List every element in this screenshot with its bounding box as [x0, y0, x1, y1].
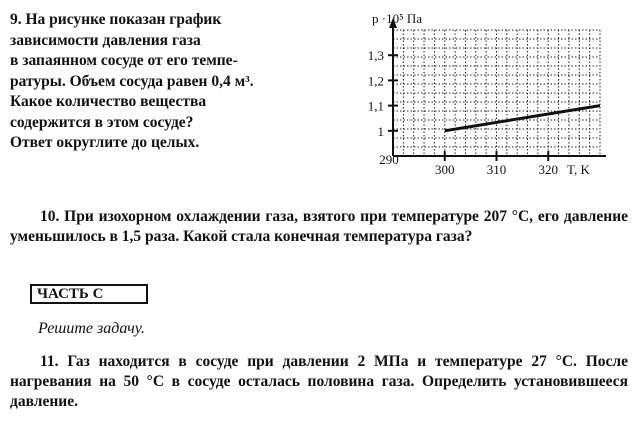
instruction-text: Решите задачу. [38, 320, 145, 337]
task-10-question: 10. При изохорном охлаждении газа, взятого при температуре 207 °С, его давление уменьшилось в 1,5 раза. Какой стала конечная температура газа? [10, 208, 628, 245]
task-9-line: Ответ округлите до целых. [10, 134, 200, 151]
series-line [445, 106, 600, 131]
chart-svg [0, 0, 640, 200]
y-tick-label: 1,1 [367, 98, 384, 114]
y-tick-label: 1 [377, 123, 384, 139]
y-tick-label: 1,3 [367, 48, 384, 64]
task-9-line: в запаянном сосуде от его темпе- [10, 52, 238, 69]
task-9-line: содержится в этом сосуде? [10, 113, 194, 131]
task-9-line: 9. На рисунке показан график [10, 11, 222, 28]
y-axis-label: p ·10⁵ Па [372, 11, 423, 26]
x-axis-label: T, K [567, 162, 590, 177]
y-tick-label: 1,2 [367, 73, 384, 89]
task-11-question: 11. Газ находится в сосуде при давлении 2 МПа и температуре 27 °С. После нагревания на 50 °С в сосуде осталась половина газа. Определить установившееся давление. [10, 353, 628, 410]
x-tick-label: 310 [486, 162, 507, 177]
part-c-heading: ЧАСТЬ С [30, 284, 148, 304]
task-9-line: зависимости давления газа [10, 31, 201, 49]
x-tick-label: 290 [379, 152, 399, 167]
x-tick-label: 300 [435, 162, 455, 177]
pressure-temperature-chart [0, 0, 640, 205]
task-9-line: ратуры. Объем сосуда равен 0,4 м³. [10, 72, 254, 90]
x-tick-label: 320 [538, 162, 558, 177]
task-9-line: Какое количество вещества [10, 93, 207, 110]
